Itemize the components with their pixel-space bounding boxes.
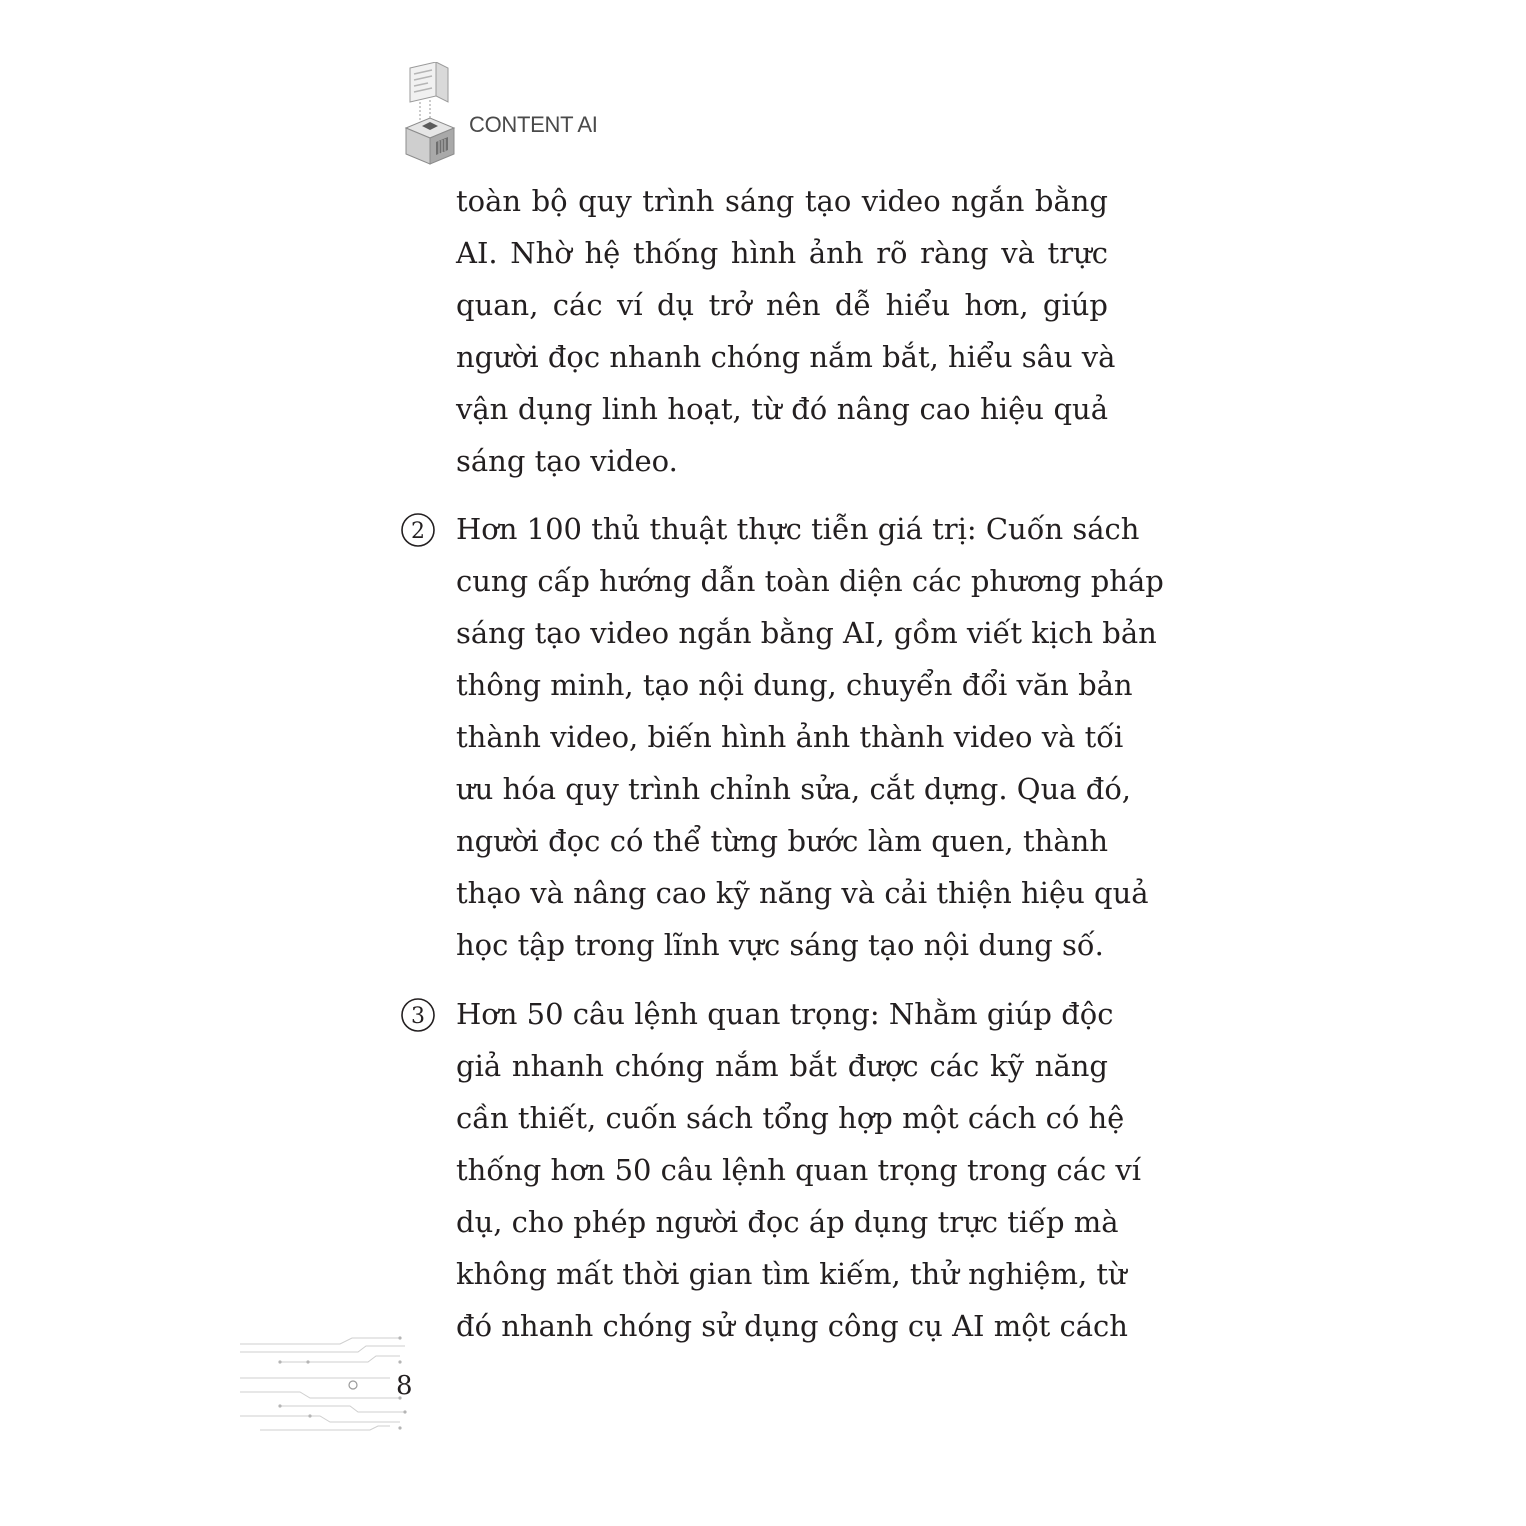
text-line: toàn bộ quy trình sáng tạo video ngắn bằng	[456, 184, 1108, 218]
header-title: CONTENT AI	[469, 112, 598, 137]
text-line: thạo và nâng cao kỹ năng và cải thiện hiệu quả	[456, 876, 1149, 910]
paragraph-continuation	[456, 175, 1116, 487]
text-line: Hơn 50 câu lệnh quan trọng: Nhằm giúp độc	[456, 997, 1114, 1031]
svg-text:3: 3	[411, 1004, 425, 1029]
list-marker-3	[400, 997, 436, 1033]
text-line: cung cấp hướng dẫn toàn diện các phương pháp	[456, 564, 1164, 598]
text-line: AI. Nhờ hệ thống hình ảnh rõ ràng và trực	[456, 236, 1108, 270]
text-line: không mất thời gian tìm kiếm, thử nghiệm, từ	[456, 1257, 1127, 1291]
svg-text:2: 2	[411, 519, 425, 544]
text-line: vận dụng linh hoạt, từ đó nâng cao hiệu quả	[456, 392, 1108, 426]
text-line: sáng tạo video.	[456, 444, 678, 478]
text-line: thống hơn 50 câu lệnh quan trọng trong các ví	[456, 1153, 1142, 1187]
list-marker-2	[400, 512, 436, 548]
list-item-tips	[456, 503, 1164, 971]
text-line: sáng tạo video ngắn bằng AI, gồm viết kịch bản	[456, 616, 1157, 650]
text-line: đó nhanh chóng sử dụng công cụ AI một cách	[456, 1309, 1128, 1343]
text-line: học tập trong lĩnh vực sáng tạo nội dung số.	[456, 928, 1104, 962]
text-line: thành video, biến hình ảnh thành video và tối	[456, 720, 1124, 754]
text-line: người đọc nhanh chóng nắm bắt, hiểu sâu và	[456, 340, 1116, 374]
list-item-prompts	[456, 988, 1142, 1352]
ai-box-icon	[398, 62, 462, 166]
text-line: cần thiết, cuốn sách tổng hợp một cách có hệ	[456, 1101, 1125, 1135]
text-line: dụ, cho phép người đọc áp dụng trực tiếp mà	[456, 1205, 1119, 1239]
page-number: 8	[396, 1371, 413, 1401]
text-line: giả nhanh chóng nắm bắt được các kỹ năng	[456, 1049, 1108, 1083]
text-line: Hơn 100 thủ thuật thực tiễn giá trị: Cuốn sách	[456, 512, 1140, 546]
text-line: quan, các ví dụ trở nên dễ hiểu hơn, giúp	[456, 288, 1108, 322]
circuit-lines-icon	[240, 1330, 410, 1440]
text-line: thông minh, tạo nội dung, chuyển đổi văn bản	[456, 668, 1133, 702]
text-line: người đọc có thể từng bước làm quen, thành	[456, 824, 1108, 858]
text-line: ưu hóa quy trình chỉnh sửa, cắt dựng. Qua đó,	[456, 772, 1132, 806]
